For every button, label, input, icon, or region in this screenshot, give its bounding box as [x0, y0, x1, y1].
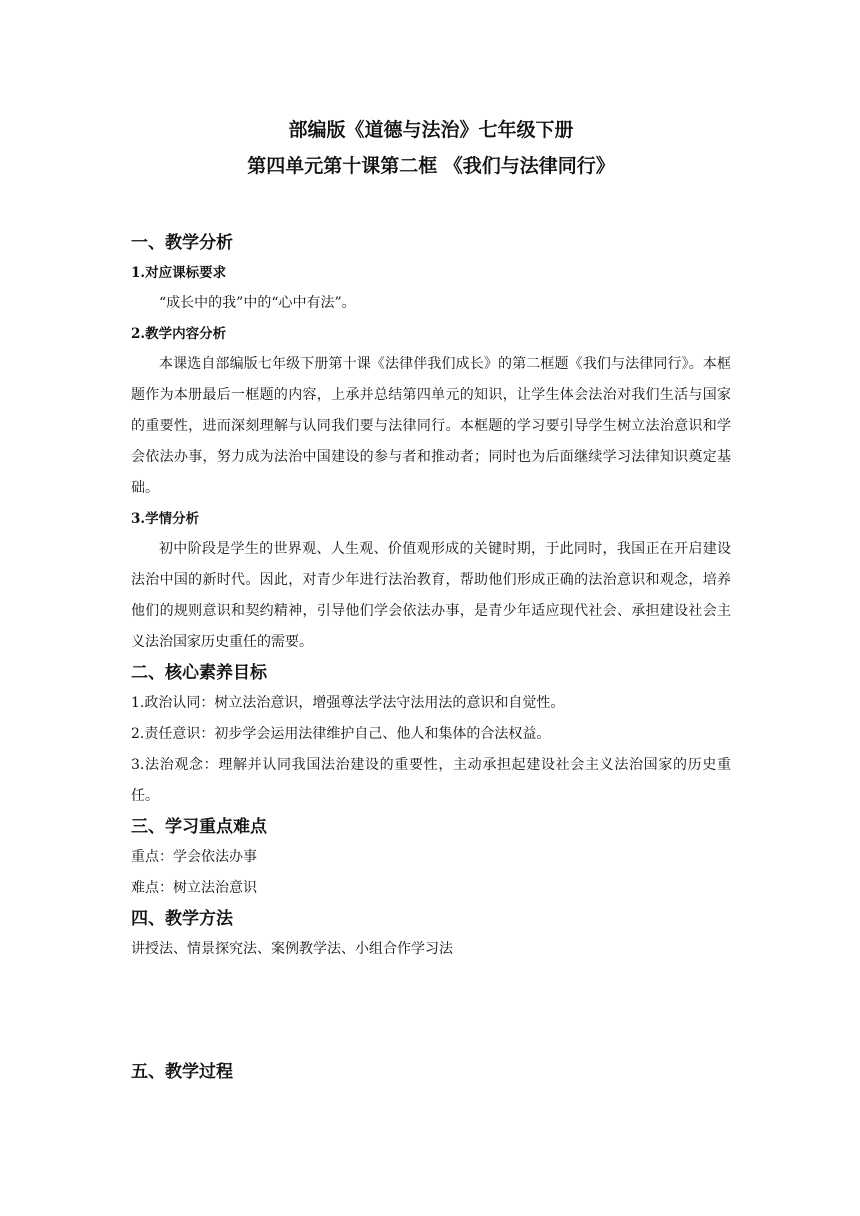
learner-analysis-text: 初中阶段是学生的世界观、人生观、价值观形成的关键时期，于此同时，我国正在开启建设法治中国的新时代。因此，对青少年进行法治教育，帮助他们形成正确的法治意识和观念，培养他们的规则意识和契约精神，引导他们学会依法办事，是青少年适应现代社会、承担建设社会主义法治国家历史重任的需要。 [131, 541, 731, 650]
section-spacer [131, 965, 731, 1057]
goal-item: 2.责任意识：初步学会运用法律维护自己、他人和集体的合法权益。 [131, 726, 551, 742]
document-body [131, 112, 731, 1087]
document-title-line2: 第四单元第十课第二框 《我们与法律同行》 [247, 155, 615, 177]
subheading-learner-analysis: 3.学情分析 [131, 511, 200, 527]
section-heading-key-points: 三、学习重点难点 [131, 817, 267, 837]
teaching-methods-text: 讲授法、情景探究法、案例教学法、小组合作学习法 [131, 941, 453, 957]
key-point-text: 重点：学会依法办事 [131, 849, 257, 865]
curriculum-requirement-text: “成长中的我”中的“心中有法”。 [159, 295, 356, 311]
content-analysis-text: 本课选自部编版七年级下册第十课《法律伴我们成长》的第二框题《我们与法律同行》。本框题作为本册最后一框题的内容，上承并总结第四单元的知识，让学生体会法治对我们生活与国家的重要性，进而深刻理解与认同我们要与法律同行。本框题的学习要引导学生树立法治意识和学会依法办事，努力成为法治中国建设的参与者和推动者；同时也为后面继续学习法律知识奠定基础。 [131, 356, 731, 496]
section-heading-teaching-process: 五、教学过程 [131, 1062, 233, 1082]
title-spacer [131, 184, 731, 228]
goal-item: 3.法治观念：理解并认同我国法治建设的重要性，主动承担起建设社会主义法治国家的历史重任。 [131, 757, 731, 804]
document-title-line1: 部编版《道德与法治》七年级下册 [288, 119, 574, 141]
section-heading-teaching-methods: 四、教学方法 [131, 909, 233, 929]
goal-item: 1.政治认同：树立法治意识，增强尊法学法守法用法的意识和自觉性。 [131, 695, 565, 711]
difficulty-text: 难点：树立法治意识 [131, 880, 257, 896]
section-heading-core-literacy-goals: 二、核心素养目标 [131, 663, 267, 683]
subheading-content-analysis: 2.教学内容分析 [131, 326, 227, 342]
subheading-curriculum-requirement: 1.对应课标要求 [131, 265, 227, 281]
section-heading-teaching-analysis: 一、教学分析 [131, 233, 233, 253]
